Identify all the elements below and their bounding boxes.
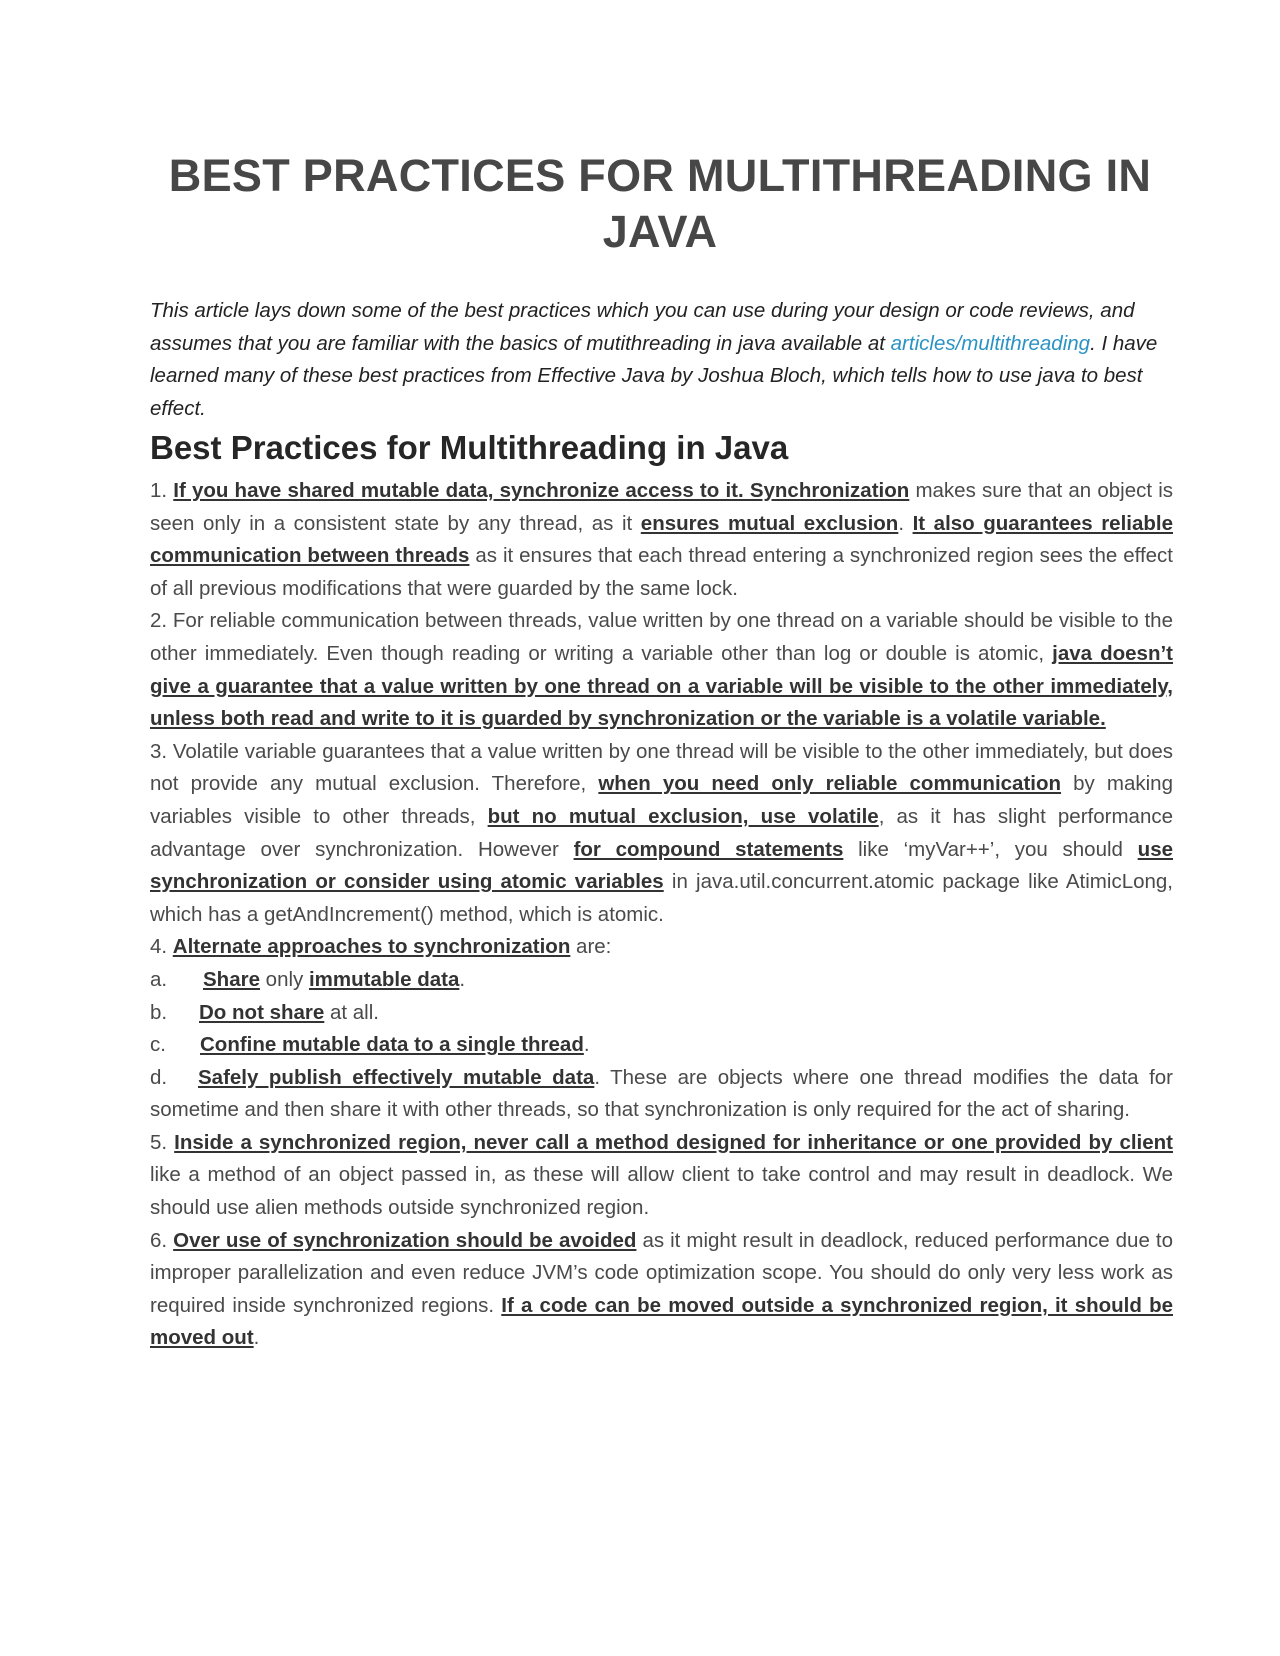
practice-6 xyxy=(150,1225,1173,1355)
multithreading-article-link[interactable]: articles/multithreading xyxy=(890,331,1091,355)
list-marker-a: a. xyxy=(150,967,168,991)
list-item-a xyxy=(150,964,1173,997)
list-item-a-text xyxy=(203,964,465,997)
practice-4 xyxy=(150,931,1173,964)
list-item-a-text-1: only xyxy=(259,967,309,991)
list-marker-b: b. xyxy=(150,1000,168,1024)
practice-1-text-2: . xyxy=(898,511,913,535)
practice-4-number: 4. xyxy=(150,935,173,959)
practice-1-text-1: makes sure that an object is seen only in a consistent state by any thread, as it xyxy=(150,479,1174,535)
practice-3-emphasis-4: use synchronization or consider using atomic variables xyxy=(150,837,1173,894)
practice-3-text-3: , as it has slight performance advantage over synchronization. However xyxy=(150,804,1173,861)
practice-3 xyxy=(150,736,1173,932)
list-item-c xyxy=(150,1029,1173,1062)
list-item-c-text-1: . xyxy=(583,1033,590,1057)
intro-paragraph xyxy=(150,295,1170,425)
practice-5-number: 5. xyxy=(150,1130,175,1154)
practice-1 xyxy=(150,475,1173,605)
list-marker-c: c. xyxy=(150,1033,166,1057)
practice-6-number: 6. xyxy=(150,1228,174,1252)
practice-4-emphasis-1: Alternate approaches to synchronization xyxy=(172,935,571,959)
list-item-c-emphasis-1: Confine mutable data to a single thread xyxy=(200,1033,584,1057)
practice-2-emphasis-1: java doesn’t give a guarantee that a value written by one thread on a variable will be visible to the other immediately, unless both read and write to it is guarded by synchronization or the variable is a volatile variable. xyxy=(150,641,1173,731)
list-item-d-text-1: . These are objects where one thread modifies the data for sometime and then share it with other threads, so that synchronization is only required for the act of sharing. xyxy=(150,1065,1173,1122)
practice-5-text-1: like a method of an object passed in, as these will allow client to take control and may result in deadlock. We should use alien methods outside synchronized region. xyxy=(150,1163,1173,1220)
practice-5 xyxy=(150,1127,1173,1225)
practice-4-text-1: are: xyxy=(570,935,612,959)
practice-3-text-1: 3. Volatile variable guarantees that a value written by one thread will be visible to the other immediately, but does not provide any mutual exclusion. Therefore, xyxy=(150,739,1173,796)
practice-6-text-2: . xyxy=(253,1326,260,1350)
article-body xyxy=(150,475,1173,1355)
list-item-d-emphasis-1: Safely publish effectively mutable data xyxy=(198,1065,595,1089)
practice-3-text-2: by making variables visible to other threads, xyxy=(150,772,1173,828)
practice-3-text-4: like ‘myVar++’, you should xyxy=(843,837,1138,861)
list-item-a-emphasis-1: Share xyxy=(203,967,260,991)
list-item-c-text xyxy=(200,1029,590,1062)
document-title: BEST PRACTICES FOR MULTITHREADING IN JAVA xyxy=(168,150,1152,257)
practice-3-emphasis-2: but no mutual exclusion, use volatile xyxy=(487,804,879,828)
practice-3-emphasis-1: when you need only reliable communication xyxy=(598,772,1062,796)
list-marker-d: d. xyxy=(150,1065,168,1089)
practice-6-text-1: as it might result in deadlock, reduced performance due to improper parallelization and even reduce JVM’s code optimization scope. You should do only very less work as required inside synchronized regions. xyxy=(150,1228,1173,1317)
list-item-d xyxy=(150,1062,1173,1127)
list-item-b-text-1: at all. xyxy=(324,1000,379,1024)
list-item-b-emphasis-1: Do not share xyxy=(199,1000,325,1024)
list-item-b xyxy=(150,997,1173,1030)
list-item-b-text xyxy=(199,997,379,1030)
practice-1-number: 1. xyxy=(150,479,174,502)
practice-2-text-1: 2. For reliable communication between threads, value written by one thread on a variable should be visible to the other immediately. Even though reading or writing a variable other than log or double is atomic, xyxy=(150,609,1173,665)
practice-1-emphasis-2: ensures mutual exclusion xyxy=(640,511,899,535)
practice-3-text-5: in java.util.concurrent.atomic package like AtimicLong, which has a getAndIncrement() method, which is atomic. xyxy=(150,870,1173,926)
section-heading: Best Practices for Multithreading in Java xyxy=(150,429,789,466)
list-item-a-emphasis-2: immutable data xyxy=(308,967,460,991)
practice-1-emphasis-1: If you have shared mutable data, synchronize access to it. Synchronization xyxy=(173,479,910,502)
practice-2 xyxy=(150,605,1173,735)
practice-1-text-3: as it ensures that each thread entering a synchronized region sees the effect of all previous modifications that were guarded by the same lock. xyxy=(150,544,1173,600)
practice-5-emphasis-1: Inside a synchronized region, never call a method designed for inheritance or one provided by client xyxy=(174,1130,1173,1154)
intro-text-1: This article lays down some of the best practices which you can use during your design or code reviews, and assumes that you are familiar with the basics of mutithreading in java available at xyxy=(150,299,1135,355)
practice-6-emphasis-1: Over use of synchronization should be avoided xyxy=(173,1228,637,1252)
intro-text-2: . I have learned many of these best practices from Effective Java by Joshua Bloch, which tells how to use java to best effect. xyxy=(150,331,1158,420)
practice-1-emphasis-3: It also guarantees reliable communication between threads xyxy=(150,511,1173,568)
list-item-a-text-2: . xyxy=(459,967,466,991)
practice-3-emphasis-3: for compound statements xyxy=(573,837,844,861)
practice-6-emphasis-2: If a code can be moved outside a synchronized region, it should be moved out xyxy=(150,1293,1173,1350)
